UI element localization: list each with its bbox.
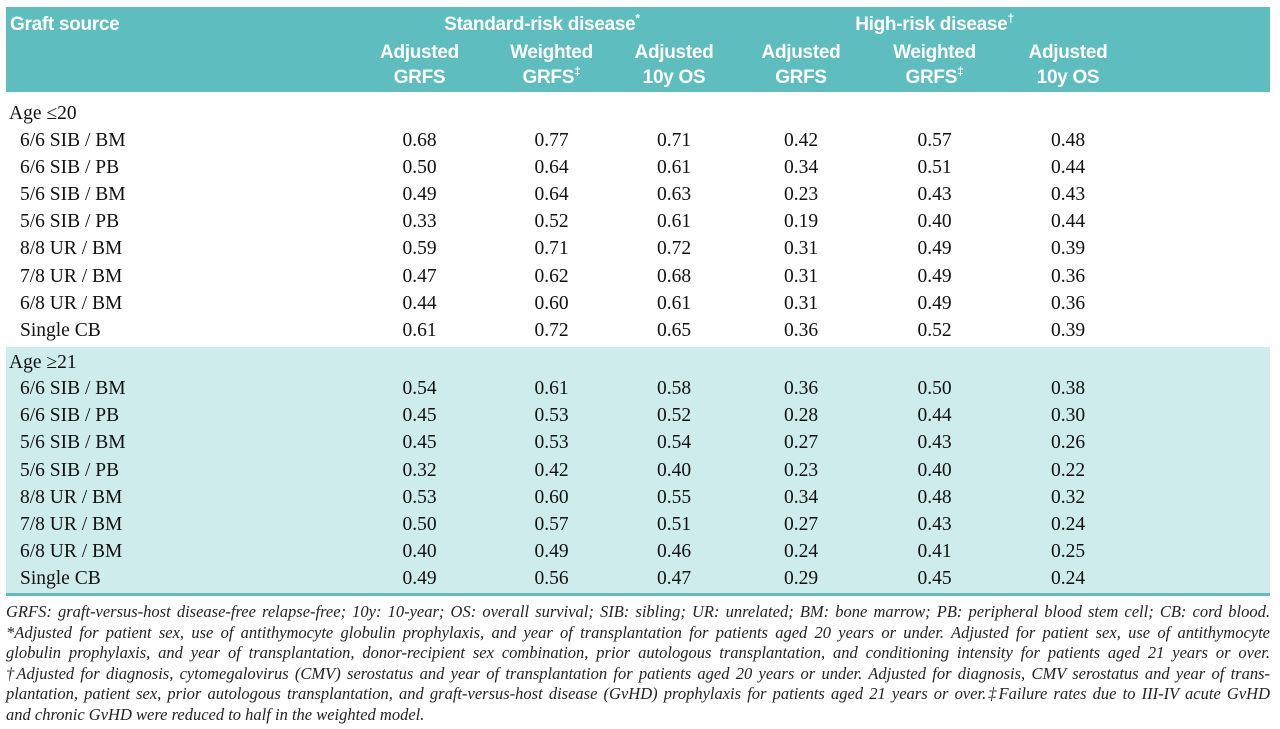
cell-adjusted-grfs-high: 0.42 [783, 129, 819, 151]
table-row [6, 290, 1270, 317]
cell-adjusted-grfs-high: 0.29 [783, 568, 819, 590]
table-row [6, 403, 1270, 430]
column-header-graft-source: Graft source [10, 14, 120, 35]
cell-adjusted-10y-os-high: 0.26 [1050, 432, 1086, 454]
cell-adjusted-grfs-standard: 0.45 [402, 405, 437, 427]
cell-adjusted-10y-os-high: 0.36 [1050, 265, 1086, 287]
table-row [6, 127, 1270, 154]
cell-weighted-grfs-standard: 0.71 [534, 238, 569, 260]
cell-adjusted-10y-os-high: 0.43 [1050, 183, 1086, 205]
cell-weighted-grfs-high: 0.43 [917, 432, 952, 454]
cell-adjusted-10y-os-high: 0.39 [1050, 238, 1086, 260]
table-header [6, 7, 1270, 92]
cell-weighted-grfs-standard: 0.77 [534, 129, 569, 151]
cell-weighted-grfs-standard: 0.60 [534, 486, 569, 508]
row-label-graft-source: 5/6 SIB / PB [20, 459, 120, 481]
cell-adjusted-10y-os-standard: 0.63 [656, 183, 692, 205]
row-label-graft-source: 5/6 SIB / BM [20, 183, 126, 205]
cell-adjusted-10y-os-standard: 0.68 [656, 265, 692, 287]
cell-weighted-grfs-standard: 0.62 [534, 265, 569, 287]
cell-adjusted-grfs-standard: 0.61 [402, 319, 437, 341]
cell-weighted-grfs-high: 0.41 [917, 541, 952, 563]
cell-weighted-grfs-standard: 0.42 [534, 459, 569, 481]
section-label: Age ≤20 [9, 103, 77, 124]
footnote-marker-dagger: † [1007, 11, 1014, 26]
cell-weighted-grfs-high: 0.49 [917, 265, 952, 287]
footnote-line: †Adjusted for diagnosis, cytomegalovirus (CMV) serostatus and year of transplantation for patients aged 20 years or under. Adjusted for diagnosis, CMV serostatus and year of trans- [6, 663, 1270, 683]
cell-adjusted-10y-os-high: 0.39 [1050, 319, 1086, 341]
row-label-graft-source: 6/6 SIB / BM [20, 378, 126, 400]
cell-adjusted-grfs-standard: 0.68 [402, 129, 437, 151]
footnote-line: globulin prophylaxis, and year of transplantation, donor-recipient sex combination, prior autologous transplantation, and conditioning intensity for patients aged 21 years or over. [6, 643, 1270, 662]
row-label-graft-source: Single CB [20, 319, 101, 341]
column-header-adjusted-grfs-high: Adjusted GRFS [761, 42, 841, 88]
cell-adjusted-grfs-standard: 0.32 [402, 459, 437, 481]
cell-adjusted-10y-os-standard: 0.55 [656, 486, 692, 508]
row-label-graft-source: 5/6 SIB / BM [20, 432, 126, 454]
cell-weighted-grfs-high: 0.43 [917, 183, 952, 205]
cell-adjusted-grfs-high: 0.23 [783, 183, 819, 205]
column-header-weighted-grfs-high: Weighted GRFS‡ [893, 42, 976, 88]
cell-adjusted-grfs-standard: 0.50 [402, 156, 437, 178]
cell-adjusted-grfs-high: 0.28 [783, 405, 819, 427]
cell-adjusted-grfs-standard: 0.53 [402, 486, 437, 508]
section-age-under-20 [6, 92, 1270, 345]
table-row [6, 209, 1270, 236]
cell-weighted-grfs-high: 0.40 [917, 211, 952, 233]
cell-weighted-grfs-high: 0.43 [917, 514, 952, 536]
cell-adjusted-10y-os-high: 0.44 [1050, 211, 1086, 233]
cell-adjusted-10y-os-high: 0.22 [1050, 459, 1086, 481]
cell-adjusted-10y-os-standard: 0.52 [656, 405, 692, 427]
cell-weighted-grfs-standard: 0.64 [534, 183, 569, 205]
row-label-graft-source: 7/8 UR / BM [20, 514, 123, 536]
column-header-adjusted-grfs-standard: Adjusted GRFS [380, 42, 459, 88]
table-row [6, 566, 1270, 593]
section-age-21-and-over [6, 347, 1270, 597]
results-table-figure [6, 7, 1270, 725]
row-label-graft-source: 6/6 SIB / PB [20, 156, 120, 178]
row-label-graft-source: 8/8 UR / BM [20, 238, 123, 260]
row-label-graft-source: 6/6 SIB / BM [20, 129, 126, 151]
cell-weighted-grfs-high: 0.49 [917, 292, 952, 314]
row-label-graft-source: 6/8 UR / BM [20, 541, 123, 563]
table-row [6, 263, 1270, 290]
footnote-abbreviations: GRFS: graft-versus-host disease-free relapse-free; 10y: 10-year; OS: overall survival; SIB: sibling; UR: unrelated; BM: bone marrow; PB: peripheral blood stem cell; CB: cord blood. [6, 602, 1270, 621]
cell-adjusted-10y-os-standard: 0.71 [656, 129, 692, 151]
section-rows [6, 127, 1270, 345]
row-label-graft-source: 6/6 SIB / PB [20, 405, 120, 427]
cell-adjusted-10y-os-standard: 0.40 [656, 459, 692, 481]
cell-adjusted-grfs-standard: 0.33 [402, 211, 437, 233]
row-label-graft-source: 5/6 SIB / PB [20, 211, 120, 233]
cell-weighted-grfs-high: 0.45 [917, 568, 952, 590]
table-row [6, 317, 1270, 344]
cell-weighted-grfs-high: 0.48 [917, 486, 952, 508]
cell-adjusted-grfs-high: 0.31 [783, 265, 819, 287]
table-row [6, 430, 1270, 457]
cell-adjusted-grfs-standard: 0.49 [402, 568, 437, 590]
cell-adjusted-10y-os-standard: 0.58 [656, 378, 692, 400]
cell-adjusted-grfs-high: 0.34 [783, 156, 819, 178]
cell-adjusted-10y-os-standard: 0.47 [656, 568, 692, 590]
cell-weighted-grfs-high: 0.51 [917, 156, 952, 178]
table-row [6, 511, 1270, 538]
cell-adjusted-grfs-standard: 0.47 [402, 265, 437, 287]
group-header-standard-risk [350, 12, 734, 40]
cell-adjusted-grfs-high: 0.23 [783, 459, 819, 481]
cell-adjusted-10y-os-standard: 0.54 [656, 432, 692, 454]
group-header-high-risk-text: High-risk disease [855, 14, 1008, 35]
cell-weighted-grfs-high: 0.40 [917, 459, 952, 481]
cell-adjusted-10y-os-high: 0.25 [1050, 541, 1086, 563]
cell-adjusted-grfs-standard: 0.50 [402, 514, 437, 536]
cell-weighted-grfs-standard: 0.52 [534, 211, 569, 233]
cell-adjusted-10y-os-high: 0.44 [1050, 156, 1086, 178]
footnote-line: and chronic GvHD were reduced to half in the weighted model. [6, 704, 425, 724]
row-label-graft-source: 8/8 UR / BM [20, 486, 123, 508]
cell-adjusted-grfs-high: 0.19 [783, 211, 819, 233]
cell-adjusted-10y-os-high: 0.32 [1050, 486, 1086, 508]
row-label-graft-source: 7/8 UR / BM [20, 265, 123, 287]
cell-weighted-grfs-high: 0.52 [917, 319, 952, 341]
cell-adjusted-10y-os-standard: 0.51 [656, 514, 692, 536]
footnote-marker-asterisk: * [635, 11, 640, 26]
column-header-weighted-grfs-standard: Weighted GRFS‡ [510, 42, 593, 88]
cell-weighted-grfs-standard: 0.49 [534, 541, 569, 563]
cell-adjusted-grfs-standard: 0.44 [402, 292, 437, 314]
group-header-standard-risk-text: Standard-risk disease [444, 14, 636, 35]
cell-weighted-grfs-high: 0.57 [917, 129, 952, 151]
table-row [6, 484, 1270, 511]
table-body [6, 92, 1270, 596]
cell-adjusted-grfs-standard: 0.49 [402, 183, 437, 205]
table-row [6, 154, 1270, 181]
footnote-line: plantation, patient sex, prior autologous transplantation, and graft-versus-host disease (GvHD) prophylaxis for patients aged 21 years or over.‡Failure rates due to III-IV acute GvHD [6, 684, 1270, 703]
cell-weighted-grfs-standard: 0.57 [534, 514, 569, 536]
cell-adjusted-10y-os-high: 0.36 [1050, 292, 1086, 314]
cell-weighted-grfs-standard: 0.72 [534, 319, 569, 341]
footnote-marker-double-dagger: ‡ [574, 64, 581, 79]
cell-adjusted-grfs-high: 0.31 [783, 238, 819, 260]
cell-adjusted-10y-os-standard: 0.61 [656, 292, 692, 314]
cell-adjusted-10y-os-high: 0.30 [1050, 405, 1086, 427]
cell-weighted-grfs-standard: 0.53 [534, 405, 569, 427]
cell-adjusted-grfs-high: 0.36 [783, 319, 819, 341]
cell-adjusted-10y-os-high: 0.24 [1050, 514, 1086, 536]
cell-adjusted-10y-os-standard: 0.61 [656, 156, 692, 178]
cell-adjusted-grfs-standard: 0.40 [402, 541, 437, 563]
table-row [6, 236, 1270, 263]
cell-weighted-grfs-high: 0.49 [917, 238, 952, 260]
cell-adjusted-grfs-high: 0.27 [783, 514, 819, 536]
cell-adjusted-grfs-standard: 0.59 [402, 238, 437, 260]
cell-weighted-grfs-high: 0.50 [917, 378, 952, 400]
cell-adjusted-grfs-standard: 0.45 [402, 432, 437, 454]
row-label-graft-source: Single CB [20, 568, 101, 590]
cell-adjusted-grfs-high: 0.31 [783, 292, 819, 314]
cell-weighted-grfs-standard: 0.53 [534, 432, 569, 454]
cell-adjusted-grfs-standard: 0.54 [402, 378, 437, 400]
column-header-adjusted-10y-os-high: Adjusted 10y OS [1028, 42, 1108, 88]
cell-weighted-grfs-standard: 0.64 [534, 156, 569, 178]
table-row [6, 457, 1270, 484]
group-header-high-risk [734, 12, 1135, 40]
cell-adjusted-10y-os-high: 0.24 [1050, 568, 1086, 590]
cell-adjusted-10y-os-high: 0.38 [1050, 378, 1086, 400]
table-row [6, 376, 1270, 403]
cell-adjusted-10y-os-standard: 0.65 [656, 319, 692, 341]
cell-adjusted-grfs-high: 0.36 [783, 378, 819, 400]
cell-weighted-grfs-high: 0.44 [917, 405, 952, 427]
footnote-marker-double-dagger: ‡ [957, 64, 964, 79]
table-footnotes [6, 602, 1270, 725]
row-label-graft-source: 6/8 UR / BM [20, 292, 123, 314]
table-row [6, 181, 1270, 208]
cell-weighted-grfs-standard: 0.60 [534, 292, 569, 314]
cell-weighted-grfs-standard: 0.56 [534, 568, 569, 590]
cell-adjusted-10y-os-standard: 0.46 [656, 541, 692, 563]
cell-adjusted-10y-os-standard: 0.61 [656, 211, 692, 233]
cell-adjusted-10y-os-high: 0.48 [1050, 129, 1086, 151]
cell-adjusted-10y-os-standard: 0.72 [656, 238, 692, 260]
section-label: Age ≥21 [9, 351, 77, 373]
cell-adjusted-grfs-high: 0.27 [783, 432, 819, 454]
cell-adjusted-grfs-high: 0.34 [783, 486, 819, 508]
cell-weighted-grfs-standard: 0.61 [534, 378, 569, 400]
cell-adjusted-grfs-high: 0.24 [783, 541, 819, 563]
column-header-adjusted-10y-os-standard: Adjusted 10y OS [634, 42, 714, 88]
section-rows [6, 376, 1270, 594]
footnote-line: *Adjusted for patient sex, use of antithymocyte globulin prophylaxis, and year of transplantation for patients aged 20 years or under. Adjusted for patient sex, use of antithymocyte [6, 622, 1270, 642]
table-row [6, 539, 1270, 566]
